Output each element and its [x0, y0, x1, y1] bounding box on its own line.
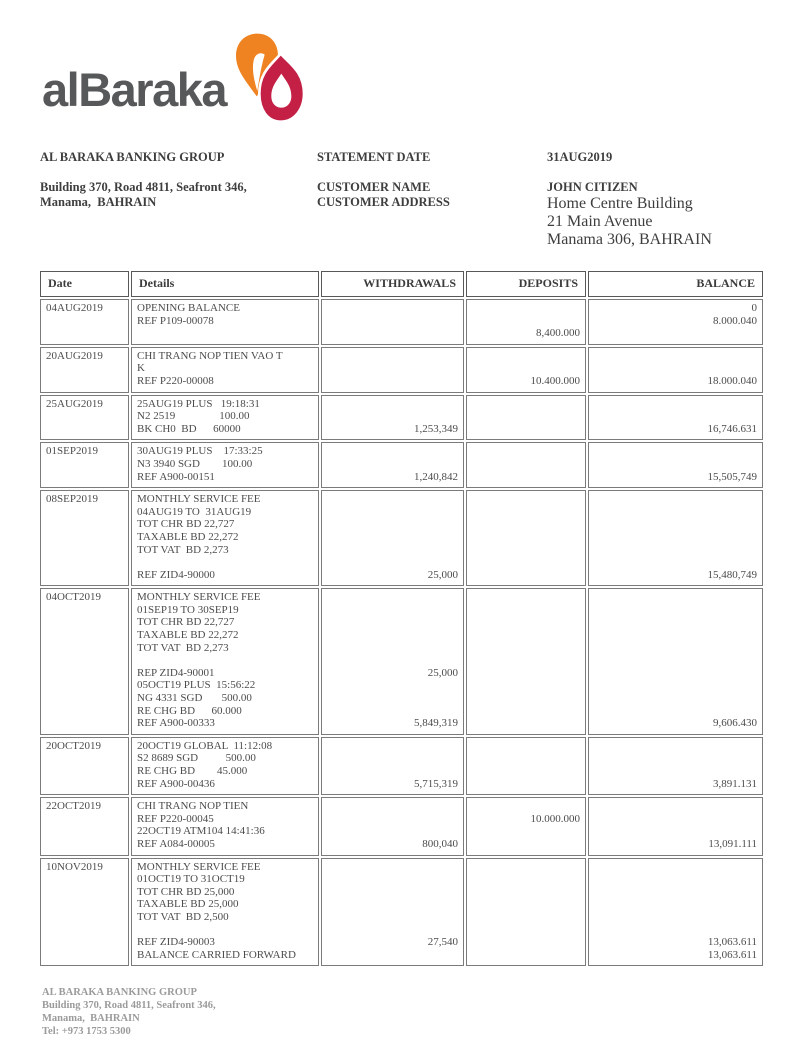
- cell-line: [327, 302, 458, 315]
- deposits-cell: [466, 490, 586, 586]
- balance-cell: [588, 299, 763, 345]
- cell-line: [327, 458, 458, 471]
- details-cell: [131, 797, 319, 855]
- cell-line: [327, 531, 458, 544]
- bank-address-line1: Building 370, Road 4811, Seafront 346,: [40, 179, 247, 194]
- cell-line: N3 3940 SGD 100.00: [137, 457, 253, 470]
- cell-line: [594, 604, 757, 617]
- cell-line: [594, 800, 757, 813]
- cell-line: [472, 679, 580, 692]
- bank-name: AL BARAKA BANKING GROUP: [40, 150, 225, 164]
- cell-line: [472, 604, 580, 617]
- cell-line: [594, 506, 757, 519]
- cell-line: 1,253,349: [414, 422, 458, 435]
- date-cell: 25AUG2019: [40, 395, 129, 441]
- statement-date-value: 31AUG2019: [547, 150, 613, 164]
- cell-line: [472, 924, 580, 937]
- cell-line: [327, 375, 458, 388]
- cell-line: [327, 591, 458, 604]
- cell-line: [327, 556, 458, 569]
- cell-line: 13,063.611: [707, 936, 757, 949]
- cell-line: [327, 410, 458, 423]
- cell-line: BK CH0 BD 60000: [137, 422, 241, 435]
- cell-line: [594, 911, 757, 924]
- cell-line: [327, 813, 458, 826]
- cell-line: [327, 692, 458, 705]
- cell-line: [472, 315, 580, 328]
- cell-line: [472, 471, 580, 484]
- cell-line: [472, 302, 580, 315]
- customer-name-value: JOHN CITIZEN: [547, 179, 638, 194]
- cell-line: MONTHLY SERVICE FEE: [137, 860, 261, 873]
- cell-line: OPENING BALANCE: [137, 302, 240, 314]
- header-values-block: [547, 150, 753, 249]
- column-header-withdrawals: WITHDRAWALS: [321, 271, 464, 297]
- cell-line: N2 2519 100.00: [137, 410, 250, 423]
- statement-date-label: STATEMENT DATE: [317, 150, 431, 164]
- cell-line: [472, 936, 580, 949]
- cell-line: [472, 556, 580, 569]
- text-line: AL BARAKA BANKING GROUP: [42, 987, 197, 999]
- details-cell: [131, 442, 319, 488]
- cell-line: [327, 679, 458, 692]
- cell-line: 22OCT19 ATM104 14:41:36: [137, 825, 265, 838]
- cell-line: [472, 873, 580, 886]
- cell-line: TAXABLE BD 22,272: [137, 629, 239, 642]
- cell-line: S2 8689 SGD 500.00: [137, 752, 256, 765]
- balance-cell: [588, 442, 763, 488]
- withdrawals-cell: [321, 797, 464, 855]
- cell-line: [472, 692, 580, 705]
- cell-line: TAXABLE BD 22,272: [137, 530, 239, 543]
- cell-line: [137, 654, 313, 667]
- cell-line: BALANCE CARRIED FORWARD: [137, 948, 296, 961]
- cell-line: [137, 924, 313, 937]
- cell-line: [594, 445, 757, 458]
- cell-line: [327, 705, 458, 718]
- withdrawals-cell: [321, 858, 464, 967]
- cell-line: 25,000: [427, 666, 458, 679]
- date-cell: 01SEP2019: [40, 442, 129, 488]
- cell-line: [472, 949, 580, 962]
- details-cell: [131, 395, 319, 441]
- cell-line: REF A900-00333: [137, 717, 215, 730]
- cell-line: 10.000.000: [530, 812, 580, 825]
- table-row: [40, 737, 763, 795]
- cell-line: [327, 800, 458, 813]
- withdrawals-cell: [321, 737, 464, 795]
- cell-line: [137, 327, 313, 340]
- cell-line: [472, 398, 580, 411]
- table-header-row: [40, 271, 763, 297]
- column-header-balance: BALANCE: [588, 271, 763, 297]
- cell-line: [594, 518, 757, 531]
- cell-line: TOT CHR BD 22,727: [137, 518, 235, 531]
- cell-line: [327, 506, 458, 519]
- cell-line: [594, 765, 757, 778]
- cell-line: 800,040: [422, 837, 458, 850]
- customer-name-label: CUSTOMER NAME: [317, 179, 431, 194]
- cell-line: REF P109-00078: [137, 314, 214, 327]
- withdrawals-cell: [321, 442, 464, 488]
- cell-line: [472, 778, 580, 791]
- cell-line: [472, 569, 580, 582]
- cell-line: 16,746.631: [707, 422, 757, 435]
- cell-line: [472, 800, 580, 813]
- withdrawals-cell: [321, 588, 464, 735]
- bank-logo-text: alBaraka: [42, 63, 226, 116]
- cell-line: [472, 667, 580, 680]
- cell-line: 3,891.131: [713, 777, 757, 790]
- details-cell: [131, 347, 319, 393]
- table-row: [40, 395, 763, 441]
- cell-line: [472, 838, 580, 851]
- cell-line: MONTHLY SERVICE FEE: [137, 493, 261, 506]
- cell-line: [594, 458, 757, 471]
- cell-line: [472, 350, 580, 363]
- cell-line: 01OCT19 TO 31OCT19: [137, 873, 245, 886]
- cell-line: 1,240,842: [414, 470, 458, 483]
- cell-line: [594, 692, 757, 705]
- cell-line: [594, 752, 757, 765]
- cell-line: [472, 752, 580, 765]
- cell-line: [594, 654, 757, 667]
- cell-line: [327, 911, 458, 924]
- cell-line: REF P220-00045: [137, 812, 214, 825]
- deposits-cell: [466, 737, 586, 795]
- spacer: [547, 166, 753, 180]
- cell-line: REF A900-00151: [137, 470, 215, 483]
- cell-line: 05OCT19 PLUS 15:56:22: [137, 679, 256, 692]
- cell-line: 13,063.611: [707, 948, 757, 961]
- text-line: Building 370, Road 4811, Seafront 346,: [42, 1000, 216, 1012]
- cell-line: 25,000: [427, 568, 458, 581]
- cell-line: 04AUG19 TO 31AUG19: [137, 505, 252, 518]
- cell-line: [472, 544, 580, 557]
- cell-line: 5,715,319: [414, 777, 458, 790]
- cell-line: [472, 458, 580, 471]
- table-row: [40, 588, 763, 735]
- cell-line: [472, 654, 580, 667]
- balance-cell: [588, 490, 763, 586]
- cell-line: [472, 445, 580, 458]
- cell-line: TOT VAT BD 2,500: [137, 910, 229, 923]
- text-line: Home Centre Building: [547, 195, 693, 212]
- cell-line: RE CHG BD 45.000: [137, 765, 248, 777]
- cell-line: [594, 705, 757, 718]
- cell-line: [472, 642, 580, 655]
- cell-line: [472, 506, 580, 519]
- withdrawals-cell: [321, 490, 464, 586]
- text-line: Manama, BAHRAIN: [42, 1013, 140, 1025]
- cell-line: [472, 423, 580, 436]
- deposits-cell: [466, 797, 586, 855]
- details-cell: [131, 588, 319, 735]
- cell-line: [472, 717, 580, 730]
- table-row: [40, 347, 763, 393]
- cell-line: [594, 556, 757, 569]
- cell-line: [327, 861, 458, 874]
- cell-line: [472, 825, 580, 838]
- cell-line: MONTHLY SERVICE FEE: [137, 591, 261, 604]
- cell-line: [472, 861, 580, 874]
- date-cell: 08SEP2019: [40, 490, 129, 586]
- balance-cell: [588, 797, 763, 855]
- deposits-cell: [466, 858, 586, 967]
- cell-line: [594, 898, 757, 911]
- balance-cell: [588, 347, 763, 393]
- cell-line: [594, 616, 757, 629]
- date-cell: 10NOV2019: [40, 858, 129, 967]
- cell-line: [472, 410, 580, 423]
- cell-line: [327, 362, 458, 375]
- date-cell: 04OCT2019: [40, 588, 129, 735]
- cell-line: [472, 591, 580, 604]
- cell-line: 15,505,749: [707, 470, 757, 483]
- cell-line: TAXABLE BD 25,000: [137, 898, 239, 911]
- cell-line: 8,400.000: [536, 327, 580, 340]
- column-header-date: Date: [40, 271, 129, 297]
- customer-address-value: [547, 195, 753, 249]
- date-cell: 22OCT2019: [40, 797, 129, 855]
- footer-bank-info: [42, 986, 753, 1038]
- cell-line: [327, 445, 458, 458]
- cell-line: [327, 327, 458, 340]
- cell-line: [594, 825, 757, 838]
- cell-line: [472, 531, 580, 544]
- cell-line: [137, 556, 313, 569]
- details-cell: [131, 299, 319, 345]
- cell-line: [472, 911, 580, 924]
- date-cell: 20AUG2019: [40, 347, 129, 393]
- cell-line: [594, 493, 757, 506]
- cell-line: TOT CHR BD 22,727: [137, 616, 235, 629]
- cell-line: 01SEP19 TO 30SEP19: [137, 603, 239, 616]
- cell-line: CHI TRANG NOP TIEN: [137, 800, 249, 813]
- cell-line: 8.000.040: [713, 314, 757, 327]
- withdrawals-cell: [321, 299, 464, 345]
- deposits-cell: [466, 347, 586, 393]
- text-line: Tel: +973 1753 5300: [42, 1026, 131, 1038]
- cell-line: 18.000.040: [707, 374, 757, 387]
- cell-line: 5,849,319: [414, 717, 458, 730]
- cell-line: [594, 350, 757, 363]
- balance-cell: [588, 588, 763, 735]
- cell-line: [327, 752, 458, 765]
- cell-line: NG 4331 SGD 500.00: [137, 692, 252, 705]
- details-cell: [131, 858, 319, 967]
- cell-line: [594, 327, 757, 340]
- customer-address-label: CUSTOMER ADDRESS: [317, 195, 450, 209]
- withdrawals-cell: [321, 395, 464, 441]
- cell-line: [594, 544, 757, 557]
- cell-line: [327, 873, 458, 886]
- cell-line: 13,091.111: [708, 837, 757, 850]
- balance-cell: [588, 395, 763, 441]
- cell-line: [594, 667, 757, 680]
- cell-line: K: [137, 362, 145, 375]
- cell-line: [594, 531, 757, 544]
- cell-line: RE CHG BD 60.000: [137, 704, 242, 717]
- balance-cell: [588, 737, 763, 795]
- text-line: Manama 306, BAHRAIN: [547, 231, 712, 248]
- cell-line: 15,480,749: [707, 568, 757, 581]
- cell-line: [327, 654, 458, 667]
- cell-line: [327, 825, 458, 838]
- cell-line: REP ZID4-90001: [137, 666, 215, 679]
- cell-line: [594, 740, 757, 753]
- cell-line: [327, 740, 458, 753]
- text-line: 21 Main Avenue: [547, 213, 653, 230]
- statement-header: [40, 150, 753, 249]
- cell-line: CHI TRANG NOP TIEN VAO T: [137, 349, 283, 362]
- cell-line: [327, 604, 458, 617]
- cell-line: [327, 949, 458, 962]
- column-header-details: Details: [131, 271, 319, 297]
- bank-info-block: [40, 150, 317, 249]
- balance-cell: [588, 858, 763, 967]
- spacer: [40, 166, 317, 180]
- details-cell: [131, 490, 319, 586]
- bank-logo-flame-icon: [230, 30, 310, 128]
- cell-line: REF A900-00436: [137, 777, 215, 790]
- table-row: [40, 490, 763, 586]
- cell-line: [472, 518, 580, 531]
- deposits-cell: [466, 299, 586, 345]
- deposits-cell: [466, 588, 586, 735]
- column-header-deposits: DEPOSITS: [466, 271, 586, 297]
- cell-line: [327, 544, 458, 557]
- cell-line: [594, 886, 757, 899]
- cell-line: [327, 493, 458, 506]
- cell-line: [327, 518, 458, 531]
- cell-line: [327, 765, 458, 778]
- details-cell: [131, 737, 319, 795]
- spacer: [317, 166, 547, 180]
- cell-line: [472, 705, 580, 718]
- cell-line: [327, 315, 458, 328]
- cell-line: TOT VAT BD 2,273: [137, 641, 229, 654]
- cell-line: 27,540: [427, 936, 458, 949]
- deposits-cell: [466, 395, 586, 441]
- date-cell: 04AUG2019: [40, 299, 129, 345]
- cell-line: TOT CHR BD 25,000: [137, 885, 235, 898]
- cell-line: [327, 398, 458, 411]
- cell-line: REF ZID4-90000: [137, 568, 215, 581]
- cell-line: REF A084-00005: [137, 837, 215, 850]
- cell-line: [594, 861, 757, 874]
- cell-line: [594, 813, 757, 826]
- cell-line: TOT VAT BD 2,273: [137, 543, 229, 556]
- cell-line: [327, 616, 458, 629]
- cell-line: 0: [751, 302, 757, 314]
- cell-line: [472, 629, 580, 642]
- cell-line: [327, 642, 458, 655]
- cell-line: REF ZID4-90003: [137, 936, 215, 949]
- bank-logo: [42, 28, 753, 128]
- table-row: [40, 797, 763, 855]
- cell-line: [327, 886, 458, 899]
- table-row: [40, 442, 763, 488]
- cell-line: [472, 493, 580, 506]
- deposits-cell: [466, 442, 586, 488]
- cell-line: [594, 642, 757, 655]
- cell-line: [472, 886, 580, 899]
- cell-line: [327, 898, 458, 911]
- cell-line: [472, 740, 580, 753]
- cell-line: [472, 898, 580, 911]
- cell-line: [594, 362, 757, 375]
- table-row: [40, 858, 763, 967]
- table-body: [40, 299, 763, 966]
- cell-line: [327, 924, 458, 937]
- cell-line: 25AUG19 PLUS 19:18:31: [137, 397, 260, 410]
- cell-line: REF P220-00008: [137, 374, 214, 387]
- cell-line: [472, 616, 580, 629]
- date-cell: 20OCT2019: [40, 737, 129, 795]
- cell-line: [472, 765, 580, 778]
- cell-line: [594, 398, 757, 411]
- statement-table: [38, 269, 765, 968]
- cell-line: [594, 679, 757, 692]
- cell-line: [594, 591, 757, 604]
- table-row: [40, 299, 763, 345]
- cell-line: 9,606.430: [713, 717, 757, 730]
- cell-line: 10.400.000: [530, 374, 580, 387]
- header-labels-block: [317, 150, 547, 249]
- withdrawals-cell: [321, 347, 464, 393]
- cell-line: [327, 350, 458, 363]
- cell-line: [594, 924, 757, 937]
- cell-line: [594, 629, 757, 642]
- cell-line: 30AUG19 PLUS 17:33:25: [137, 445, 263, 458]
- cell-line: [594, 873, 757, 886]
- cell-line: [472, 362, 580, 375]
- cell-line: [327, 629, 458, 642]
- cell-line: 20OCT19 GLOBAL 11:12:08: [137, 739, 273, 752]
- cell-line: [594, 410, 757, 423]
- bank-address-line2: Manama, BAHRAIN: [40, 195, 157, 209]
